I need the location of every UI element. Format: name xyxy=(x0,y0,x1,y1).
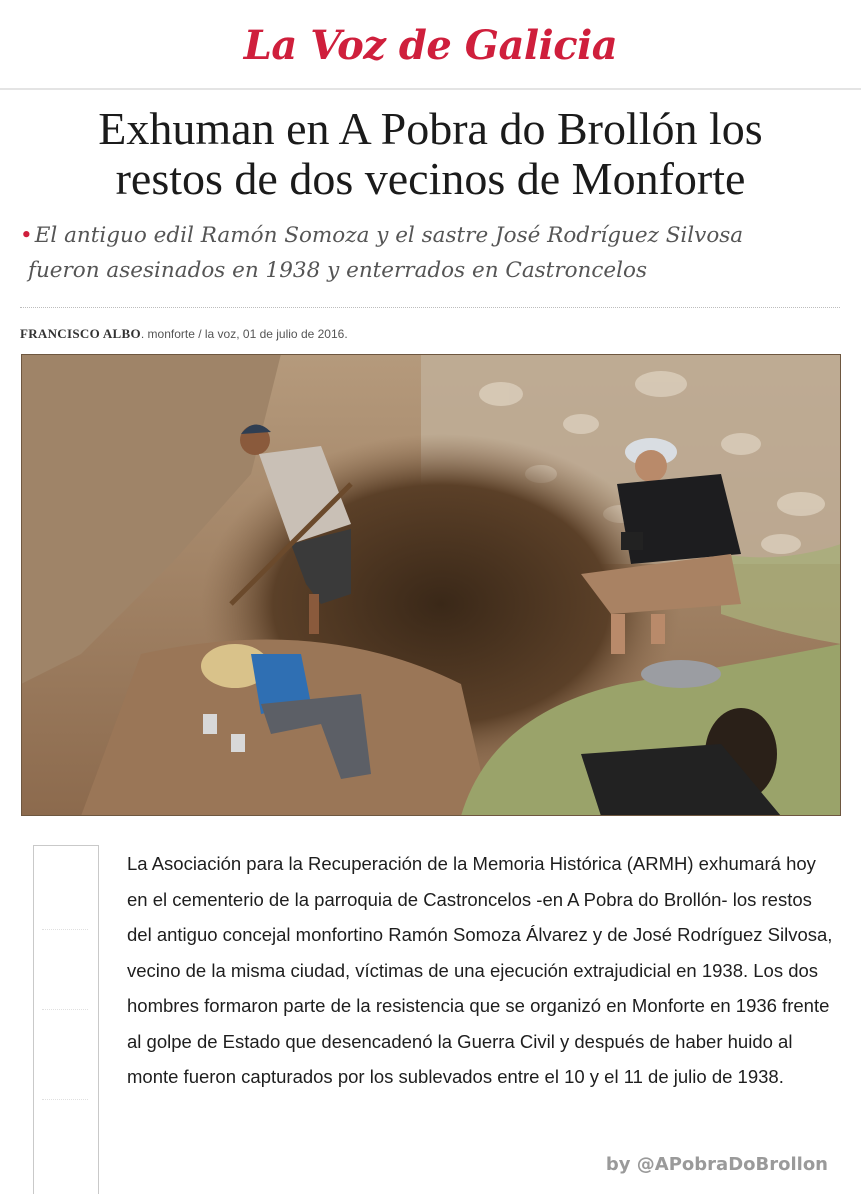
subhead-line-2: fueron asesinados en 1938 y enterrados en Castroncelos xyxy=(28,258,648,283)
masthead xyxy=(0,0,861,90)
headline-line-2: restos de dos vecinos de Monforte xyxy=(115,153,746,204)
excavation-photo xyxy=(21,354,841,816)
dotted-divider xyxy=(20,307,840,308)
article-body: La Asociación para la Recuperación de la Memoria Histórica (ARMH) exhumará hoy en el cementerio de la parroquia de Castroncelos -en A Pobra do Brollón- los restos del antiguo concejal monfortino Ramón Somoza Álvarez y de José Rodríguez Silvosa, vecino de la misma ciudad, víctimas de una ejecución extrajudicial en 1938. Los dos hombres formaron parte de la resistencia que se organizó en Monforte en 1936 frente al golpe de Estado que desencadenó la Guerra Civil y después de haber huido al monte fueron capturados por los sublevados entre el 10 y el 11 de julio de 1938. xyxy=(127,853,833,1087)
photo-illustration xyxy=(21,354,841,816)
site-logo[interactable]: La Voz de Galicia xyxy=(243,21,618,69)
article-subhead xyxy=(20,218,820,288)
article-headline xyxy=(20,104,841,204)
author-credit: by @APobraDoBrollon xyxy=(605,1154,828,1175)
byline xyxy=(20,326,348,342)
subhead-line-1: El antiguo edil Ramón Somoza y el sastre José Rodríguez Silvosa xyxy=(34,223,744,248)
byline-author: FRANCISCO ALBO xyxy=(20,326,141,341)
sidebar-placeholder xyxy=(33,845,99,1194)
subhead-bullet: • xyxy=(20,223,33,248)
byline-meta: . monforte / la voz, 01 de julio de 2016. xyxy=(140,327,348,341)
headline-line-1: Exhuman en A Pobra do Brollón los xyxy=(98,103,763,154)
